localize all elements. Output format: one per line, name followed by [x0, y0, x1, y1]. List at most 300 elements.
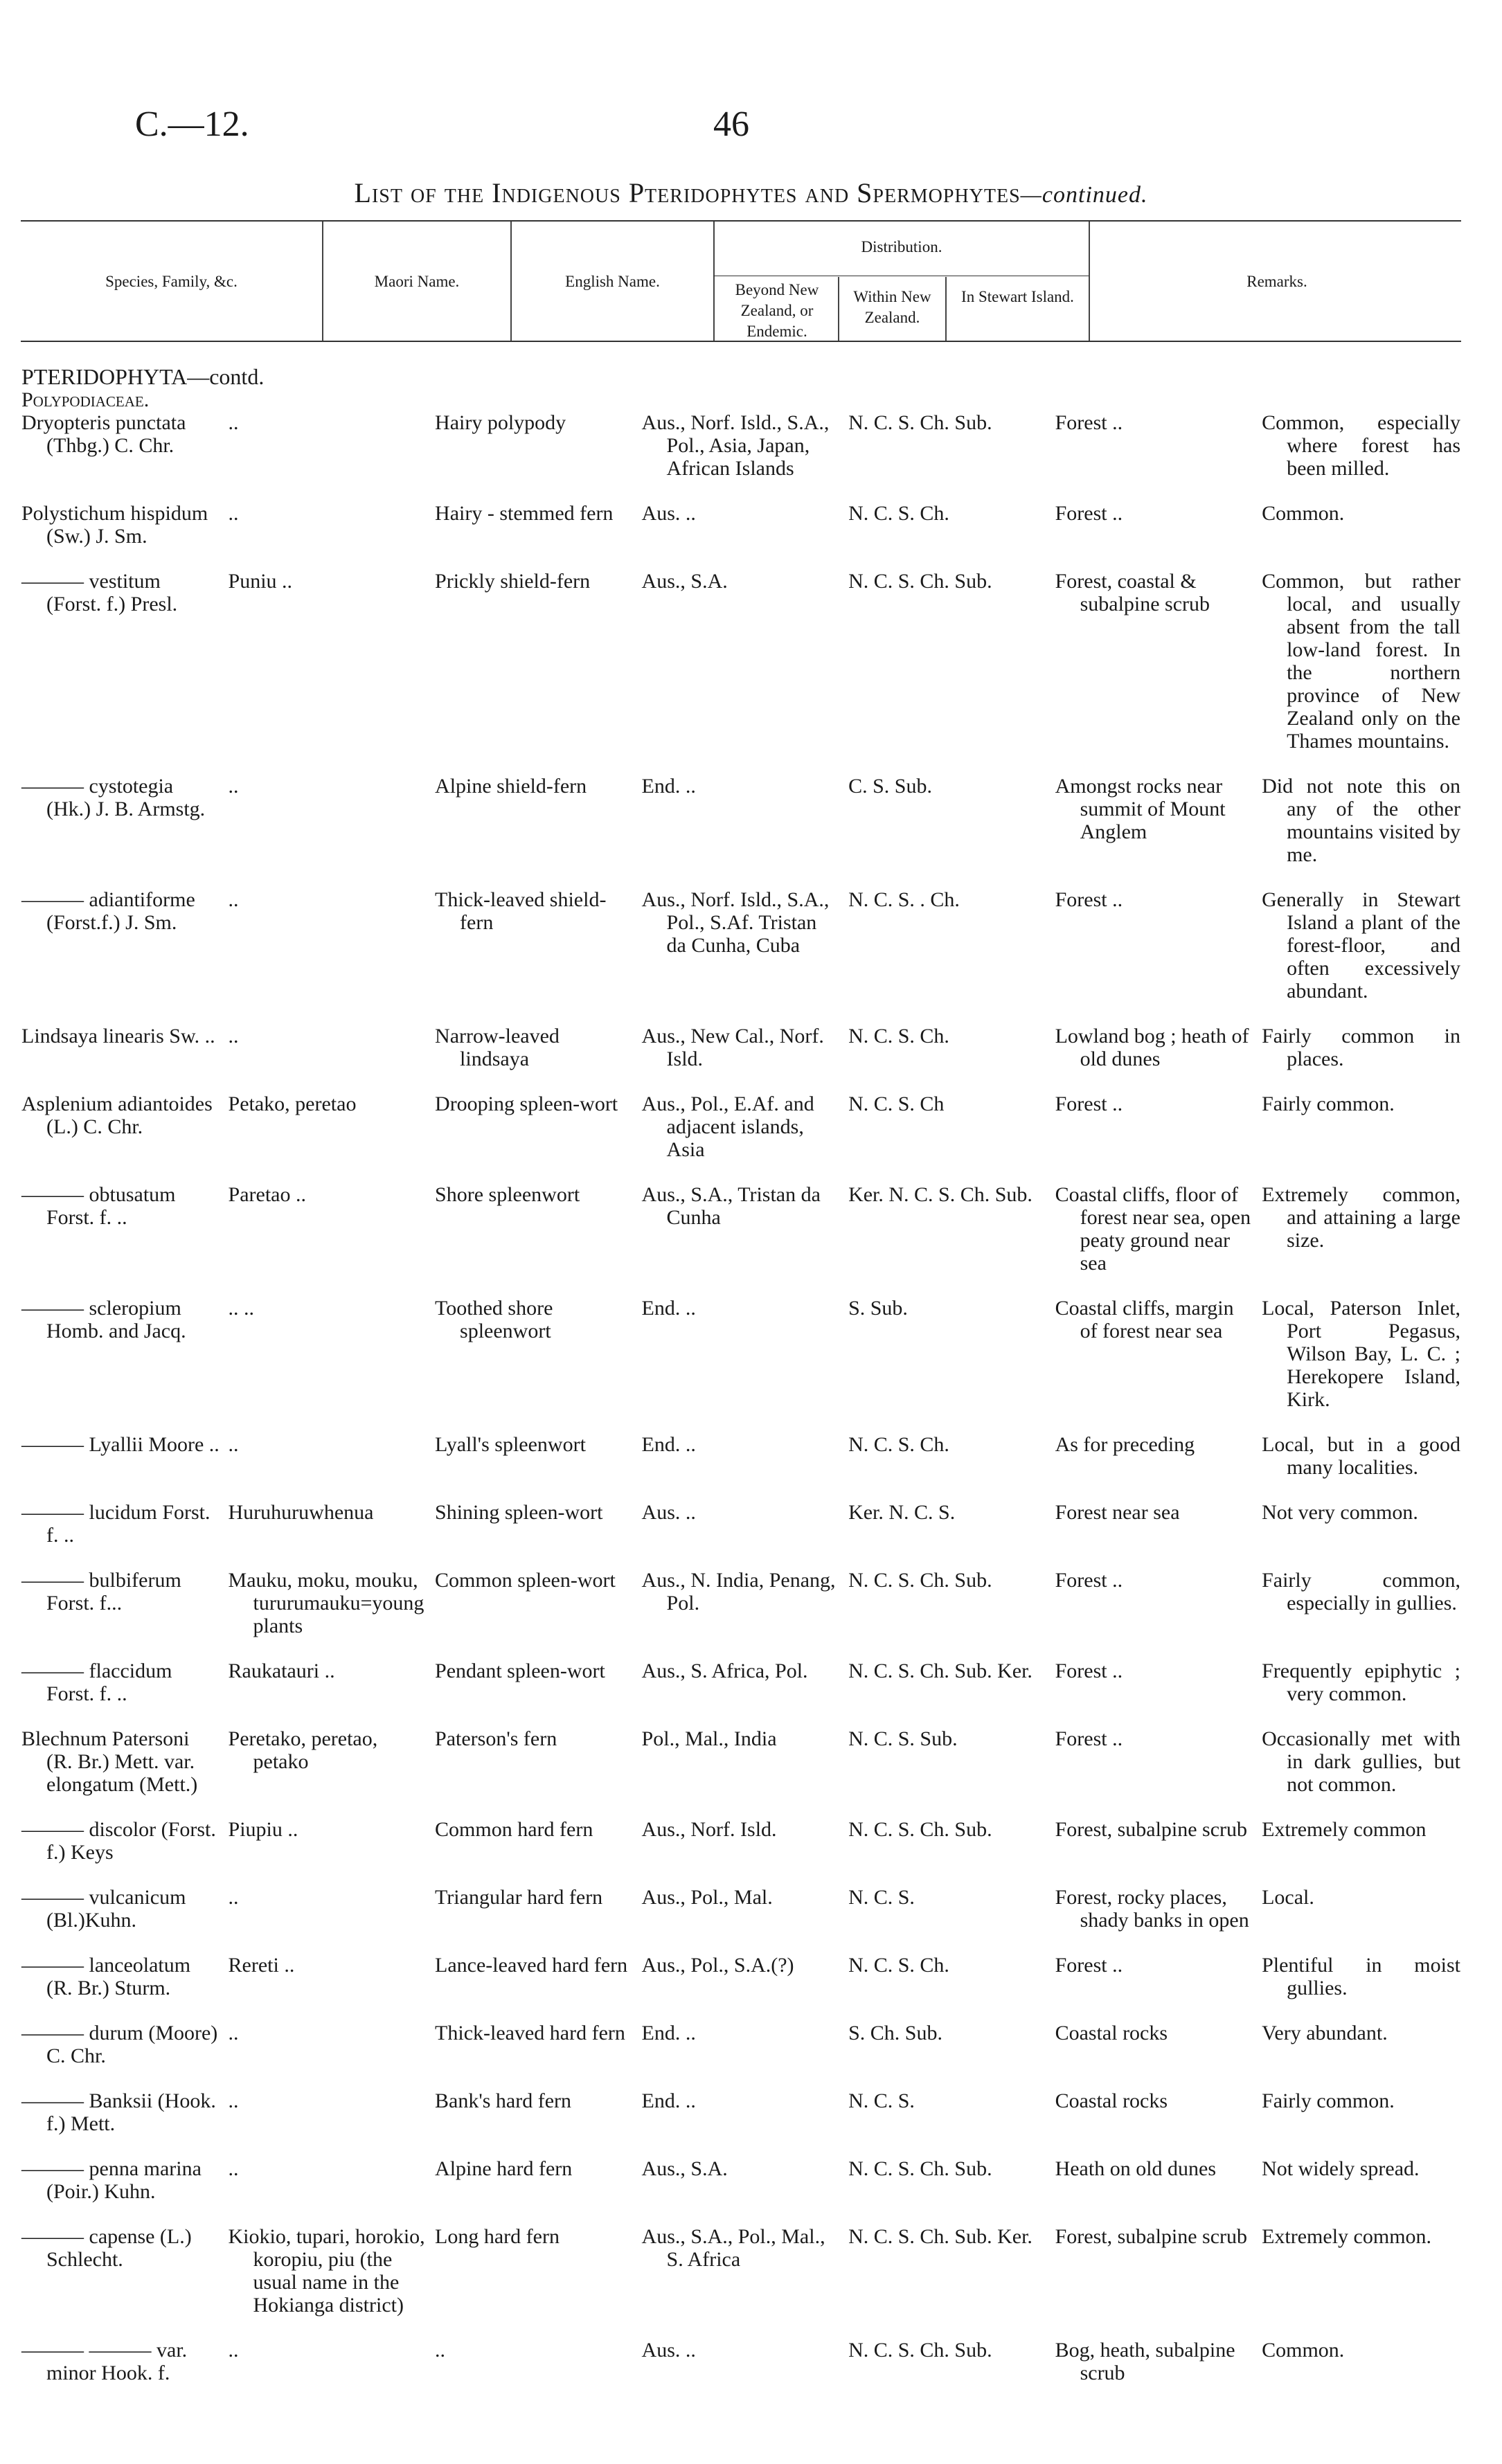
english-name-cell — [431, 1660, 638, 1727]
table-row — [17, 1660, 1465, 1727]
remarks-cell-text: Extremely common — [1262, 1818, 1427, 1841]
table-row — [17, 570, 1465, 775]
stewart-island-cell — [1051, 2022, 1258, 2089]
english-name-cell — [431, 570, 638, 775]
remarks-cell — [1258, 1818, 1465, 1886]
stewart-island-cell-text: Forest .. — [1055, 1954, 1123, 1977]
col-header-within: Within New Zealand. — [853, 288, 931, 326]
species-cell-text: ——— adiantiforme (Forst.f.) J. Sm. — [21, 888, 195, 934]
stewart-island-cell — [1051, 1886, 1258, 1954]
species-rows — [17, 411, 1465, 2407]
remarks-cell — [1258, 2022, 1465, 2089]
col-header-maori: Maori Name. — [374, 273, 460, 290]
stewart-island-cell — [1051, 570, 1258, 775]
maori-name-cell — [224, 1569, 431, 1660]
table-row — [17, 888, 1465, 1025]
maori-name-cell-text: Paretao .. — [228, 1183, 306, 1206]
maori-name-cell-text: .. — [228, 888, 239, 911]
maori-name-cell — [224, 502, 431, 570]
english-name-cell-text: Hairy polypody — [435, 411, 566, 434]
beyond-nz-cell-text: Aus., Pol., Mal. — [641, 1886, 773, 1909]
beyond-nz-cell-text: End. .. — [641, 775, 696, 798]
within-nz-cell — [844, 2022, 1051, 2089]
remarks-cell-text: Did not note this on any of the other mountains visited by me. — [1262, 775, 1460, 866]
species-cell-text: ——— lucidum Forst. f. .. — [21, 1501, 211, 1547]
beyond-nz-cell-text: Aus. .. — [641, 2339, 696, 2362]
species-cell-text: ——— Banksii (Hook. f.) Mett. — [21, 2089, 216, 2135]
table-row — [17, 1569, 1465, 1660]
table-row — [17, 1954, 1465, 2022]
col-header-english: English Name. — [565, 273, 660, 290]
remarks-cell-text: Frequently epiphytic ; very common. — [1262, 1660, 1460, 1705]
stewart-island-cell — [1051, 1727, 1258, 1818]
english-name-cell-text: Common spleen-wort — [435, 1569, 616, 1592]
maori-name-cell — [224, 1025, 431, 1092]
species-table — [17, 366, 1465, 2407]
within-nz-cell-text: N. C. S. Sub. — [848, 1727, 958, 1750]
within-nz-cell — [844, 1433, 1051, 1501]
beyond-nz-cell-text: End. .. — [641, 1297, 696, 1320]
maori-name-cell-text: .. — [228, 1433, 239, 1456]
remarks-cell — [1258, 1660, 1465, 1727]
within-nz-cell-text: N. C. S. Ch. Sub. — [848, 570, 992, 593]
beyond-nz-cell — [638, 1433, 845, 1501]
table-row — [17, 1092, 1465, 1183]
species-cell-text: Dryopteris punctata (Thbg.) C. Chr. — [21, 411, 186, 457]
remarks-cell-text: Generally in Stewart Island a plant of the forest-floor, and often excessively abundant. — [1262, 888, 1460, 1002]
remarks-cell-text: Fairly common. — [1262, 1092, 1395, 1115]
species-cell-text: ——— Lyallii Moore .. — [21, 1433, 220, 1456]
remarks-cell — [1258, 888, 1465, 1025]
col-header-species: Species, Family, &c. — [105, 273, 238, 290]
stewart-island-cell-text: Forest .. — [1055, 1092, 1123, 1115]
beyond-nz-cell-text: Aus., S.A., Tristan da Cunha — [641, 1183, 821, 1229]
stewart-island-cell — [1051, 411, 1258, 502]
maori-name-cell-text: Kiokio, tupari, horokio, koropiu, piu (the usual name in the Hokianga district) — [228, 2225, 425, 2317]
remarks-cell-text: Fairly common in places. — [1262, 1025, 1460, 1070]
remarks-cell-text: Common, but rather local, and usually absent from the tall low-land forest. In the northern province of New Zealand only on the Thames mountains. — [1262, 570, 1460, 753]
page-title — [0, 177, 1502, 209]
table-row — [17, 775, 1465, 888]
col-header-beyond: Beyond New Zealand, or Endemic. — [735, 281, 819, 340]
species-cell-text: ——— ——— var. minor Hook. f. — [21, 2339, 188, 2384]
species-cell-text: ——— vestitum (Forst. f.) Presl. — [21, 570, 178, 615]
species-cell-text: ——— discolor (Forst. f.) Keys — [21, 1818, 216, 1864]
stewart-island-cell — [1051, 1818, 1258, 1886]
within-nz-cell-text: S. Sub. — [848, 1297, 908, 1320]
col-header-stewart: In Stewart Island. — [961, 288, 1074, 305]
within-nz-cell — [844, 2225, 1051, 2339]
english-name-cell-text: Shining spleen-wort — [435, 1501, 603, 1524]
within-nz-cell — [844, 1501, 1051, 1569]
maori-name-cell — [224, 1501, 431, 1569]
species-cell-text: Polystichum hispidum (Sw.) J. Sm. — [21, 502, 208, 548]
remarks-cell-text: Local, but in a good many localities. — [1262, 1433, 1460, 1479]
species-cell-text: ——— penna marina (Poir.) Kuhn. — [21, 2157, 202, 2203]
species-cell — [17, 2225, 224, 2339]
maori-name-cell — [224, 2022, 431, 2089]
maori-name-cell — [224, 1727, 431, 1818]
within-nz-cell-text: N. C. S. Ch. Sub. Ker. — [848, 2225, 1032, 2248]
maori-name-cell — [224, 1433, 431, 1501]
stewart-island-cell-text: Forest, subalpine scrub — [1055, 2225, 1248, 2248]
remarks-cell-text: Not widely spread. — [1262, 2157, 1420, 2180]
english-name-cell — [431, 1183, 638, 1297]
beyond-nz-cell-text: Aus., Norf. Isld. — [641, 1818, 777, 1841]
species-cell — [17, 1569, 224, 1660]
remarks-cell-text: Common. — [1262, 2339, 1345, 2362]
maori-name-cell-text: Raukatauri .. — [228, 1660, 335, 1682]
maori-name-cell-text: .. — [228, 411, 239, 434]
english-name-cell — [431, 888, 638, 1025]
species-cell — [17, 1183, 224, 1297]
beyond-nz-cell-text: Aus., Pol., S.A.(?) — [641, 1954, 794, 1977]
species-cell-text: ——— durum (Moore) C. Chr. — [21, 2022, 218, 2067]
stewart-island-cell — [1051, 502, 1258, 570]
species-cell — [17, 2022, 224, 2089]
stewart-island-cell-text: Coastal cliffs, floor of forest near sea, open peaty ground near sea — [1055, 1183, 1251, 1275]
within-nz-cell-text: N. C. S. Ch. — [848, 502, 949, 525]
stewart-island-cell — [1051, 775, 1258, 888]
stewart-island-cell-text: Bog, heath, subalpine scrub — [1055, 2339, 1235, 2384]
beyond-nz-cell — [638, 1727, 845, 1818]
species-cell — [17, 2089, 224, 2157]
remarks-cell-text: Extremely common. — [1262, 2225, 1432, 2248]
beyond-nz-cell — [638, 1183, 845, 1297]
english-name-cell — [431, 502, 638, 570]
english-name-cell — [431, 1818, 638, 1886]
within-nz-cell — [844, 2157, 1051, 2225]
section-heading-row — [17, 366, 1465, 411]
col-header-distribution: Distribution. — [861, 238, 942, 255]
english-name-cell-text: Long hard fern — [435, 2225, 560, 2248]
maori-name-cell — [224, 2225, 431, 2339]
species-cell-text: ——— lanceolatum (R. Br.) Sturm. — [21, 1954, 191, 1999]
table-row — [17, 2022, 1465, 2089]
table-row — [17, 2157, 1465, 2225]
species-cell-text: ——— bulbiferum Forst. f... — [21, 1569, 181, 1615]
table-row — [17, 1025, 1465, 1092]
remarks-cell — [1258, 570, 1465, 775]
table-row — [17, 2225, 1465, 2339]
stewart-island-cell — [1051, 1092, 1258, 1183]
remarks-cell-text: Plentiful in moist gullies. — [1262, 1954, 1460, 1999]
english-name-cell-text: Prickly shield-fern — [435, 570, 591, 593]
within-nz-cell — [844, 502, 1051, 570]
beyond-nz-cell — [638, 1818, 845, 1886]
remarks-cell-text: Common, especially where forest has been milled. — [1262, 411, 1460, 480]
species-cell-text: ——— vulcanicum (Bl.)Kuhn. — [21, 1886, 186, 1932]
remarks-cell — [1258, 1886, 1465, 1954]
within-nz-cell-text: N. C. S. Ch. Sub. — [848, 2157, 992, 2180]
english-name-cell — [431, 1727, 638, 1818]
remarks-cell — [1258, 2339, 1465, 2407]
english-name-cell — [431, 2022, 638, 2089]
species-cell-text: Asplenium adiantoides (L.) C. Chr. — [21, 1092, 213, 1138]
table-row — [17, 1297, 1465, 1433]
maori-name-cell-text: Rereti .. — [228, 1954, 295, 1977]
stewart-island-cell-text: Forest .. — [1055, 1727, 1123, 1750]
within-nz-cell — [844, 1954, 1051, 2022]
header-top-rule — [21, 220, 1461, 222]
stewart-island-cell-text: Forest .. — [1055, 502, 1123, 525]
within-nz-cell — [844, 570, 1051, 775]
maori-name-cell — [224, 1183, 431, 1297]
species-cell-text: ——— capense (L.) Schlecht. — [21, 2225, 192, 2271]
stewart-island-cell — [1051, 1297, 1258, 1433]
beyond-nz-cell-text: Aus. .. — [641, 1501, 696, 1524]
maori-name-cell — [224, 1818, 431, 1886]
english-name-cell — [431, 1433, 638, 1501]
beyond-nz-cell — [638, 1025, 845, 1092]
within-nz-cell — [844, 775, 1051, 888]
maori-name-cell-text: .. — [228, 502, 239, 525]
beyond-nz-cell — [638, 411, 845, 502]
beyond-nz-cell-text: Aus., S.A. — [641, 2157, 728, 2180]
species-cell-text: ——— flaccidum Forst. f. .. — [21, 1660, 172, 1705]
within-nz-cell-text: N. C. S. Ch. Sub. — [848, 1569, 992, 1592]
stewart-island-cell-text: Coastal rocks — [1055, 2089, 1168, 2112]
beyond-nz-cell — [638, 2089, 845, 2157]
stewart-island-cell — [1051, 2157, 1258, 2225]
remarks-cell — [1258, 775, 1465, 888]
english-name-cell-text: Common hard fern — [435, 1818, 593, 1841]
within-nz-cell — [844, 1660, 1051, 1727]
remarks-cell-text: Extremely common, and attaining a large size. — [1262, 1183, 1460, 1252]
beyond-nz-cell — [638, 2339, 845, 2407]
title-main: List of the Indigenous Pteridophytes and Spermophytes — [354, 177, 1021, 208]
maori-name-cell-text: .. — [228, 2089, 239, 2112]
page-number: 46 — [713, 105, 749, 144]
english-name-cell — [431, 2089, 638, 2157]
english-name-cell-text: Triangular hard fern — [435, 1886, 603, 1909]
species-cell-text: ——— cystotegia (Hk.) J. B. Armstg. — [21, 775, 206, 820]
table-row — [17, 1818, 1465, 1886]
within-nz-cell-text: N. C. S. — [848, 2089, 915, 2112]
beyond-nz-cell — [638, 1954, 845, 2022]
maori-name-cell-text: .. — [228, 1025, 239, 1047]
english-name-cell-text: Pendant spleen-wort — [435, 1660, 605, 1682]
english-name-cell-text: Thick-leaved shield-fern — [435, 888, 607, 934]
table-row — [17, 2089, 1465, 2157]
maori-name-cell-text: .. .. — [228, 1297, 255, 1320]
beyond-nz-cell — [638, 2225, 845, 2339]
species-cell — [17, 1297, 224, 1433]
stewart-island-cell — [1051, 1660, 1258, 1727]
english-name-cell-text: Paterson's fern — [435, 1727, 557, 1750]
beyond-nz-cell-text: Aus., Norf. Isld., S.A., Pol., S.Af. Tristan da Cunha, Cuba — [641, 888, 830, 957]
within-nz-cell-text: N. C. S. Ch. — [848, 1954, 949, 1977]
within-nz-cell — [844, 888, 1051, 1025]
stewart-island-cell-text: Heath on old dunes — [1055, 2157, 1217, 2180]
english-name-cell — [431, 1025, 638, 1092]
english-name-cell — [431, 1501, 638, 1569]
maori-name-cell — [224, 1660, 431, 1727]
remarks-cell — [1258, 1954, 1465, 2022]
beyond-nz-cell-text: Aus., N. India, Penang, Pol. — [641, 1569, 836, 1615]
english-name-cell-text: Drooping spleen-wort — [435, 1092, 618, 1115]
within-nz-cell-text: N. C. S. Ch. Sub. — [848, 411, 992, 434]
within-nz-cell-text: N. C. S. Ch — [848, 1092, 945, 1115]
stewart-island-cell — [1051, 1569, 1258, 1660]
stewart-island-cell — [1051, 1183, 1258, 1297]
maori-name-cell-text: .. — [228, 2157, 239, 2180]
maori-name-cell-text: Peretako, peretao, petako — [228, 1727, 378, 1773]
beyond-nz-cell — [638, 1886, 845, 1954]
beyond-nz-cell-text: Pol., Mal., India — [641, 1727, 777, 1750]
stewart-island-cell-text: Coastal cliffs, margin of forest near sea — [1055, 1297, 1234, 1342]
stewart-island-cell-text: Forest .. — [1055, 888, 1123, 911]
remarks-cell — [1258, 1297, 1465, 1433]
within-nz-cell — [844, 2089, 1051, 2157]
division-heading: PTERIDOPHYTA—contd. — [21, 364, 265, 389]
english-name-cell — [431, 1092, 638, 1183]
remarks-cell — [1258, 2225, 1465, 2339]
species-cell — [17, 502, 224, 570]
beyond-nz-cell-text: End. .. — [641, 2089, 696, 2112]
stewart-island-cell-text: Forest, rocky places, shady banks in open — [1055, 1886, 1249, 1932]
table-row — [17, 411, 1465, 502]
maori-name-cell-text: Mauku, moku, mouku, tururumauku=young plants — [228, 1569, 424, 1637]
table-row — [17, 1727, 1465, 1818]
remarks-cell — [1258, 1501, 1465, 1569]
remarks-cell — [1258, 1025, 1465, 1092]
species-cell-text: ——— scleropium Homb. and Jacq. — [21, 1297, 186, 1342]
maori-name-cell — [224, 570, 431, 775]
maori-name-cell-text: Puniu .. — [228, 570, 293, 593]
species-cell — [17, 1818, 224, 1886]
english-name-cell-text: Narrow-leaved lindsaya — [435, 1025, 560, 1070]
within-nz-cell-text: N. C. S. — [848, 1886, 915, 1909]
remarks-cell-text: Local, Paterson Inlet, Port Pegasus, Wilson Bay, L. C. ; Herekopere Island, Kirk. — [1262, 1297, 1460, 1411]
within-nz-cell-text: C. S. Sub. — [848, 775, 932, 798]
maori-name-cell — [224, 1954, 431, 2022]
remarks-cell — [1258, 411, 1465, 502]
species-cell — [17, 1954, 224, 2022]
species-cell — [17, 1727, 224, 1818]
within-nz-cell-text: Ker. N. C. S. Ch. Sub. — [848, 1183, 1032, 1206]
english-name-cell-text: Thick-leaved hard fern — [435, 2022, 625, 2044]
species-cell — [17, 1501, 224, 1569]
within-nz-cell — [844, 1092, 1051, 1183]
remarks-cell-text: Very abundant. — [1262, 2022, 1388, 2044]
beyond-nz-cell — [638, 1569, 845, 1660]
beyond-nz-cell-text: Aus., New Cal., Norf. Isld. — [641, 1025, 824, 1070]
remarks-cell-text: Not very common. — [1262, 1501, 1418, 1524]
species-cell — [17, 1660, 224, 1727]
beyond-nz-cell — [638, 2157, 845, 2225]
col-header-remarks: Remarks. — [1246, 273, 1307, 290]
beyond-nz-cell-text: Aus. .. — [641, 502, 696, 525]
species-cell — [17, 1092, 224, 1183]
remarks-cell — [1258, 1092, 1465, 1183]
beyond-nz-cell — [638, 502, 845, 570]
stewart-island-cell — [1051, 1025, 1258, 1092]
stewart-island-cell-text: Forest, subalpine scrub — [1055, 1818, 1248, 1841]
english-name-cell-text: Lyall's spleenwort — [435, 1433, 586, 1456]
species-cell-text: Blechnum Patersoni (R. Br.) Mett. var. elongatum (Mett.) — [21, 1727, 198, 1796]
document-reference: C.—12. — [135, 105, 249, 144]
within-nz-cell-text: N. C. S. Ch. — [848, 1433, 949, 1456]
beyond-nz-cell — [638, 1092, 845, 1183]
family-heading: Polypodiaceae. — [21, 388, 150, 411]
species-cell-text: ——— obtusatum Forst. f. .. — [21, 1183, 176, 1229]
stewart-island-cell-text: Coastal rocks — [1055, 2022, 1168, 2044]
stewart-island-cell-text: Forest, coastal & subalpine scrub — [1055, 570, 1210, 615]
remarks-cell — [1258, 2157, 1465, 2225]
beyond-nz-cell-text: Aus., S.A., Pol., Mal., S. Africa — [641, 2225, 825, 2271]
within-nz-cell — [844, 1727, 1051, 1818]
species-cell — [17, 775, 224, 888]
english-name-cell-text: Lance-leaved hard fern — [435, 1954, 628, 1977]
within-nz-cell — [844, 1886, 1051, 1954]
stewart-island-cell-text: Forest .. — [1055, 411, 1123, 434]
beyond-nz-cell-text: Aus., Pol., E.Af. and adjacent islands, Asia — [641, 1092, 814, 1161]
beyond-nz-cell — [638, 1297, 845, 1433]
within-nz-cell — [844, 1297, 1051, 1433]
stewart-island-cell-text: Forest .. — [1055, 1569, 1123, 1592]
english-name-cell — [431, 1297, 638, 1433]
english-name-cell-text: Shore spleenwort — [435, 1183, 580, 1206]
stewart-island-cell-text: Forest .. — [1055, 1660, 1123, 1682]
stewart-island-cell — [1051, 1954, 1258, 2022]
stewart-island-cell-text: Forest near sea — [1055, 1501, 1180, 1524]
remarks-cell — [1258, 502, 1465, 570]
maori-name-cell — [224, 888, 431, 1025]
table-row — [17, 1501, 1465, 1569]
maori-name-cell — [224, 775, 431, 888]
beyond-nz-cell — [638, 2022, 845, 2089]
english-name-cell-text: Alpine shield-fern — [435, 775, 587, 798]
table-row — [17, 2339, 1465, 2407]
english-name-cell — [431, 1954, 638, 2022]
maori-name-cell — [224, 1886, 431, 1954]
english-name-cell-text: Hairy - stemmed fern — [435, 502, 614, 525]
species-cell — [17, 2339, 224, 2407]
maori-name-cell — [224, 2089, 431, 2157]
remarks-cell — [1258, 1433, 1465, 1501]
beyond-nz-cell — [638, 1501, 845, 1569]
within-nz-cell — [844, 1183, 1051, 1297]
within-nz-cell-text: N. C. S. Ch. Sub. Ker. — [848, 1660, 1032, 1682]
beyond-nz-cell — [638, 775, 845, 888]
stewart-island-cell — [1051, 2339, 1258, 2407]
stewart-island-cell — [1051, 2089, 1258, 2157]
remarks-cell — [1258, 1727, 1465, 1818]
english-name-cell-text: Bank's hard fern — [435, 2089, 572, 2112]
remarks-cell-text: Common. — [1262, 502, 1345, 525]
english-name-cell-text: Toothed shore spleenwort — [435, 1297, 553, 1342]
maori-name-cell-text: .. — [228, 1886, 239, 1909]
within-nz-cell — [844, 2339, 1051, 2407]
species-cell — [17, 570, 224, 775]
within-nz-cell — [844, 1025, 1051, 1092]
english-name-cell — [431, 1569, 638, 1660]
maori-name-cell — [224, 2157, 431, 2225]
species-cell — [17, 1886, 224, 1954]
english-name-cell — [431, 2157, 638, 2225]
within-nz-cell-text: Ker. N. C. S. — [848, 1501, 956, 1524]
maori-name-cell — [224, 2339, 431, 2407]
maori-name-cell-text: .. — [228, 2022, 239, 2044]
stewart-island-cell — [1051, 1433, 1258, 1501]
beyond-nz-cell-text: Aus., S.A. — [641, 570, 728, 593]
remarks-cell-text: Fairly common, especially in gullies. — [1262, 1569, 1460, 1615]
species-cell — [17, 411, 224, 502]
stewart-island-cell — [1051, 1501, 1258, 1569]
english-name-cell — [431, 1886, 638, 1954]
remarks-cell-text: Fairly common. — [1262, 2089, 1395, 2112]
